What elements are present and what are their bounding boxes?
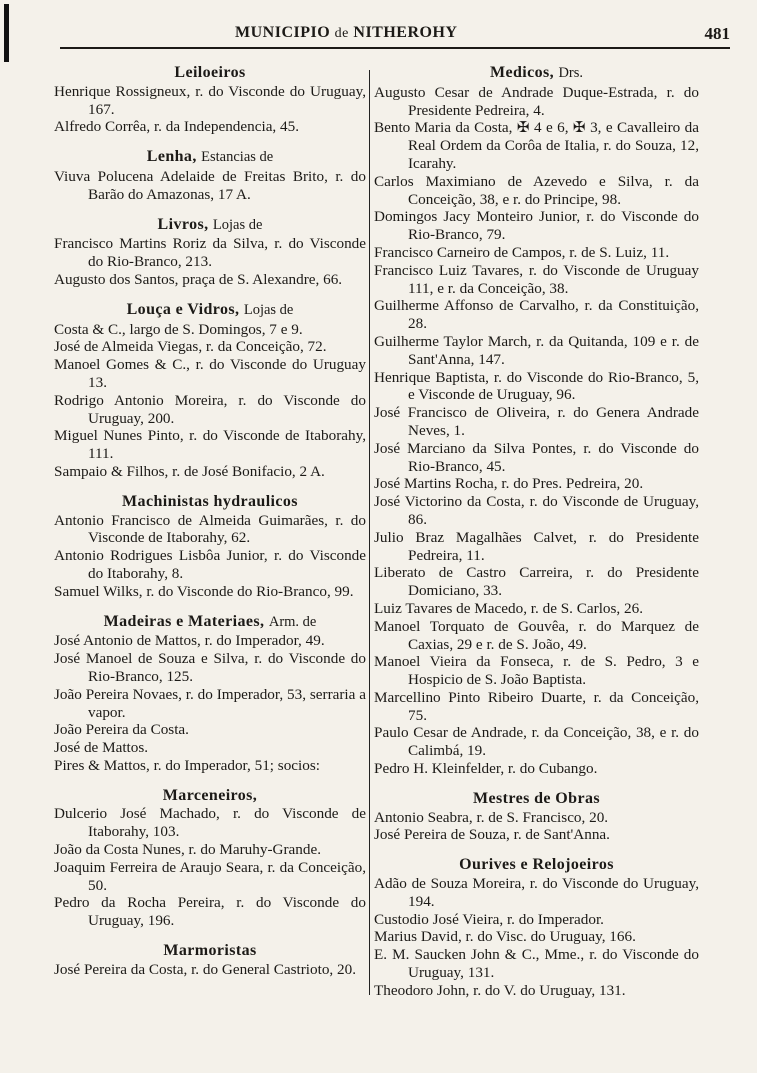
directory-entry: Henrique Baptista, r. do Visconde do Rio-Branco, 5, e Visconde de Uruguay, 96. <box>374 368 699 404</box>
section-heading-title: Madeiras e Materiaes, <box>103 612 265 630</box>
section-heading-sub: Drs. <box>558 65 584 81</box>
directory-section <box>54 787 366 930</box>
directory-entry: Francisco Luiz Tavares, r. do Visconde de Uruguay 111, e r. da Conceição, 38. <box>374 261 699 297</box>
directory-entry: José Victorino da Costa, r. do Visconde de Uruguay, 86. <box>374 493 699 528</box>
directory-entry: Sampaio & Filhos, r. de José Bonifacio, 2 A. <box>54 462 325 480</box>
directory-section <box>374 790 699 844</box>
directory-entry: Liberato de Castro Carreira, r. do Presidente Domiciano, 33. <box>374 564 699 600</box>
directory-entry: Antonio Seabra, r. de S. Francisco, 20. <box>374 808 609 826</box>
directory-entry: José Francisco de Oliveira, r. do Genera Andrade Neves, 1. <box>374 404 699 439</box>
directory-entry: Manoel Gomes & C., r. do Visconde do Uruguay 13. <box>54 356 366 391</box>
directory-entry: Custodio José Vieira, r. do Imperador. <box>374 910 604 928</box>
directory-entry: José de Mattos. <box>54 739 149 757</box>
section-heading <box>54 942 366 960</box>
left-column <box>54 64 366 991</box>
header-rule <box>60 47 730 49</box>
directory-entry: Julio Braz Magalhães Calvet, r. do Presidente Pedreira, 11. <box>374 528 699 564</box>
section-heading <box>54 787 366 805</box>
directory-entry: Dulcerio José Machado, r. do Visconde de Itaborahy, 103. <box>54 805 366 841</box>
section-heading-title: Mestres de Obras <box>473 789 600 807</box>
directory-entry: Marcellino Pinto Ribeiro Duarte, r. da Conceição, 75. <box>374 688 699 724</box>
section-heading-sub: Lojas de <box>212 216 263 233</box>
directory-entry: João da Costa Nunes, r. do Maruhy-Grande. <box>54 841 321 859</box>
section-heading <box>374 790 699 808</box>
section-heading-title: Marmoristas <box>163 942 257 960</box>
directory-section <box>374 64 699 778</box>
directory-entry: E. M. Saucken John & C., Mme., r. do Visconde do Uruguay, 131. <box>374 946 699 982</box>
directory-entry: José Pereira de Souza, r. de Sant'Anna. <box>374 826 610 844</box>
directory-entry: Antonio Francisco de Almeida Guimarães, r. do Visconde de Itaborahy, 62. <box>54 511 366 547</box>
directory-entry: Costa & C., largo de S. Domingos, 7 e 9. <box>54 320 303 338</box>
directory-entry: Antonio Rodrigues Lisbôa Junior, r. do Visconde do Itaborahy, 8. <box>54 547 366 582</box>
section-heading-title: Machinistas hydraulicos <box>122 492 298 510</box>
directory-entry: Marius David, r. do Visc. do Uruguay, 166. <box>374 928 636 946</box>
section-heading <box>374 856 699 874</box>
directory-entry: José Martins Rocha, r. do Pres. Pedreira, 20. <box>374 475 644 493</box>
directory-entry: Luiz Tavares de Macedo, r. de S. Carlos, 26. <box>374 599 644 617</box>
column-divider <box>369 70 370 995</box>
section-heading-title: Lenha, <box>146 148 197 166</box>
section-heading <box>374 64 699 83</box>
directory-section <box>54 216 366 289</box>
directory-entry: Miguel Nunes Pinto, r. do Visconde de Itaborahy, 111. <box>54 427 366 463</box>
directory-entry: Manoel Vieira da Fonseca, r. de S. Pedro, 3 e Hospicio de S. João Baptista. <box>374 653 699 689</box>
section-heading-title: Louça e Vidros, <box>126 300 240 318</box>
page-header <box>60 24 730 48</box>
directory-section <box>54 613 366 775</box>
section-heading <box>54 148 366 167</box>
directory-entry: Carlos Maximiano de Azevedo e Silva, r. da Conceição, 38, e r. do Principe, 98. <box>374 172 699 208</box>
directory-section <box>374 856 699 999</box>
right-column <box>374 64 699 1012</box>
section-heading-sub: Lojas de <box>243 301 294 318</box>
directory-entry: Domingos Jacy Monteiro Junior, r. do Visconde do Rio-Branco, 79. <box>374 208 699 244</box>
directory-entry: Francisco Martins Roriz da Silva, r. do Visconde do Rio-Branco, 213. <box>54 235 366 271</box>
directory-entry: Guilherme Affonso de Carvalho, r. da Constituição, 28. <box>374 297 699 333</box>
section-heading <box>54 301 366 320</box>
section-heading <box>54 216 366 235</box>
directory-entry: Augusto dos Santos, praça de S. Alexandre, 66. <box>54 270 343 288</box>
directory-entry: Adão de Souza Moreira, r. do Visconde do Uruguay, 194. <box>374 875 699 910</box>
directory-entry: João Pereira da Costa. <box>54 721 189 739</box>
directory-entry: Pires & Mattos, r. do Imperador, 51; socios: <box>54 756 320 774</box>
directory-section <box>54 64 366 136</box>
directory-entry: Alfredo Corrêa, r. da Independencia, 45. <box>54 118 300 136</box>
directory-entry: Manoel Torquato de Gouvêa, r. do Marquez de Caxias, 29 e r. de S. João, 49. <box>374 617 699 653</box>
title-municipio: MUNICIPIO <box>235 24 331 41</box>
section-heading-sub: Estancias de <box>201 149 274 166</box>
directory-entry: Rodrigo Antonio Moreira, r. do Visconde do Uruguay, 200. <box>54 391 366 427</box>
section-heading-title: Marceneiros, <box>162 786 258 804</box>
directory-entry: Paulo Cesar de Andrade, r. da Conceição, 38, e r. do Calimbá, 19. <box>374 724 699 760</box>
section-heading-title: Leiloeiros <box>174 64 246 81</box>
section-heading <box>54 613 366 632</box>
directory-section <box>54 301 366 481</box>
directory-entry: Pedro H. Kleinfelder, r. do Cubango. <box>374 760 598 778</box>
directory-section <box>54 942 366 979</box>
section-heading <box>54 493 366 511</box>
section-heading-title: Medicos, <box>489 64 555 81</box>
directory-entry: Joaquim Ferreira de Araujo Seara, r. da Conceição, 50. <box>54 858 366 894</box>
directory-entry: Viuva Polucena Adelaide de Freitas Brito, r. do Barão do Amazonas, 17 A. <box>54 167 366 203</box>
section-heading-title: Livros, <box>157 215 209 233</box>
margin-rule <box>4 4 9 62</box>
directory-entry: José de Almeida Viegas, r. da Conceição, 72. <box>54 338 327 356</box>
directory-entry: Samuel Wilks, r. do Visconde do Rio-Branco, 99. <box>54 582 354 600</box>
section-heading-title: Ourives e Relojoeiros <box>459 856 614 874</box>
directory-entry: Francisco Carneiro de Campos, r. de S. Luiz, 11. <box>374 243 670 261</box>
directory-entry: Augusto Cesar de Andrade Duque-Estrada, r. do Presidente Pedreira, 4. <box>374 83 699 119</box>
directory-entry: José Manoel de Souza e Silva, r. do Visconde do Rio-Branco, 125. <box>54 650 366 685</box>
directory-section <box>54 148 366 203</box>
directory-entry: Theodoro John, r. do V. do Uruguay, 131. <box>374 981 626 999</box>
directory-entry: Pedro da Rocha Pereira, r. do Visconde do Uruguay, 196. <box>54 894 366 930</box>
directory-entry: Guilherme Taylor March, r. da Quitanda, 109 e r. de Sant'Anna, 147. <box>374 332 699 368</box>
section-heading-sub: Arm. de <box>268 613 317 630</box>
directory-section <box>54 493 366 601</box>
page-title <box>235 24 457 42</box>
directory-entry: José Marciano da Silva Pontes, r. do Visconde do Rio-Branco, 45. <box>374 439 699 475</box>
title-nitherohy: NITHEROHY <box>353 24 458 41</box>
directory-entry: João Pereira Novaes, r. do Imperador, 53, serraria a vapor. <box>54 685 366 721</box>
directory-entry: Henrique Rossigneux, r. do Visconde do Uruguay, 167. <box>54 82 366 118</box>
directory-entry: José Antonio de Mattos, r. do Imperador, 49. <box>54 632 325 650</box>
section-heading <box>54 64 366 82</box>
page-number: 481 <box>704 24 730 43</box>
directory-entry: Bento Maria da Costa, ✠ 4 e 6, ✠ 3, e Cavalleiro da Real Ordem da Corôa de Italia, r. do Souza, 12, Icarahy. <box>374 119 699 172</box>
title-de: de <box>334 26 349 41</box>
directory-entry: José Pereira da Costa, r. do General Castrioto, 20. <box>54 960 356 978</box>
